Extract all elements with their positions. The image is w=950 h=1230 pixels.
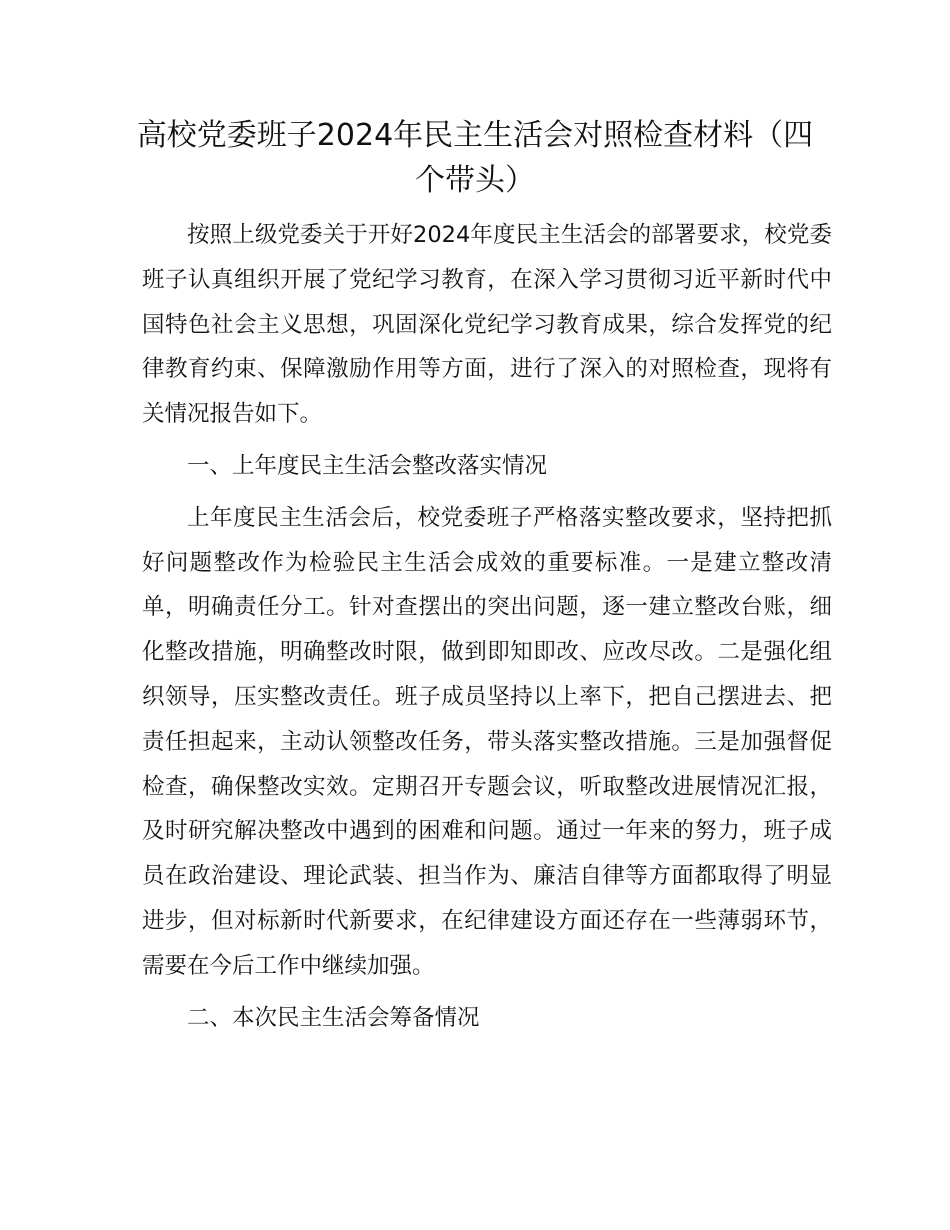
document-body xyxy=(142,213,832,1047)
section-heading-2: 二、本次民主生活会筹备情况 xyxy=(187,1004,480,1031)
section-1-paragraph: 上年度民主生活会后，校党委班子严格落实整改要求，坚持把抓好问题整改作为检验民主生活会成效的重要标准。一是建立整改清单，明确责任分工。针对查摆出的突出问题，逐一建立整改台账，细化整改措施，明确整改时限，做到即知即改、应改尽改。二是强化组织领导，压实整改责任。班子成员坚持以上率下，把自己摆进去、把责任担起来，主动认领整改任务，带头落实整改措施。三是加强督促检查，确保整改实效。定期召开专题会议，听取整改进展情况汇报，及时研究解决整改中遇到的困难和问题。通过一年来的努力，班子成员在政治建设、理论武装、担当作为、廉洁自律等方面都取得了明显进步，但对标新时代新要求，在纪律建设方面还存在一些薄弱环节，需要在今后工作中继续加强。 xyxy=(142,504,832,979)
document-title: 高校党委班子2024年民主生活会对照检查材料（四个带头） xyxy=(136,118,814,198)
section-heading-1: 一、上年度民主生活会整改落实情况 xyxy=(187,452,548,479)
intro-paragraph: 按照上级党委关于开好2024年度民主生活会的部署要求，校党委班子认真组织开展了党纪学习教育，在深入学习贯彻习近平新时代中国特色社会主义思想，巩固深化党纪学习教育成果，综合发挥党的纪律教育约束、保障激励作用等方面，进行了深入的对照检查，现将有关情况报告如下。 xyxy=(142,222,832,428)
